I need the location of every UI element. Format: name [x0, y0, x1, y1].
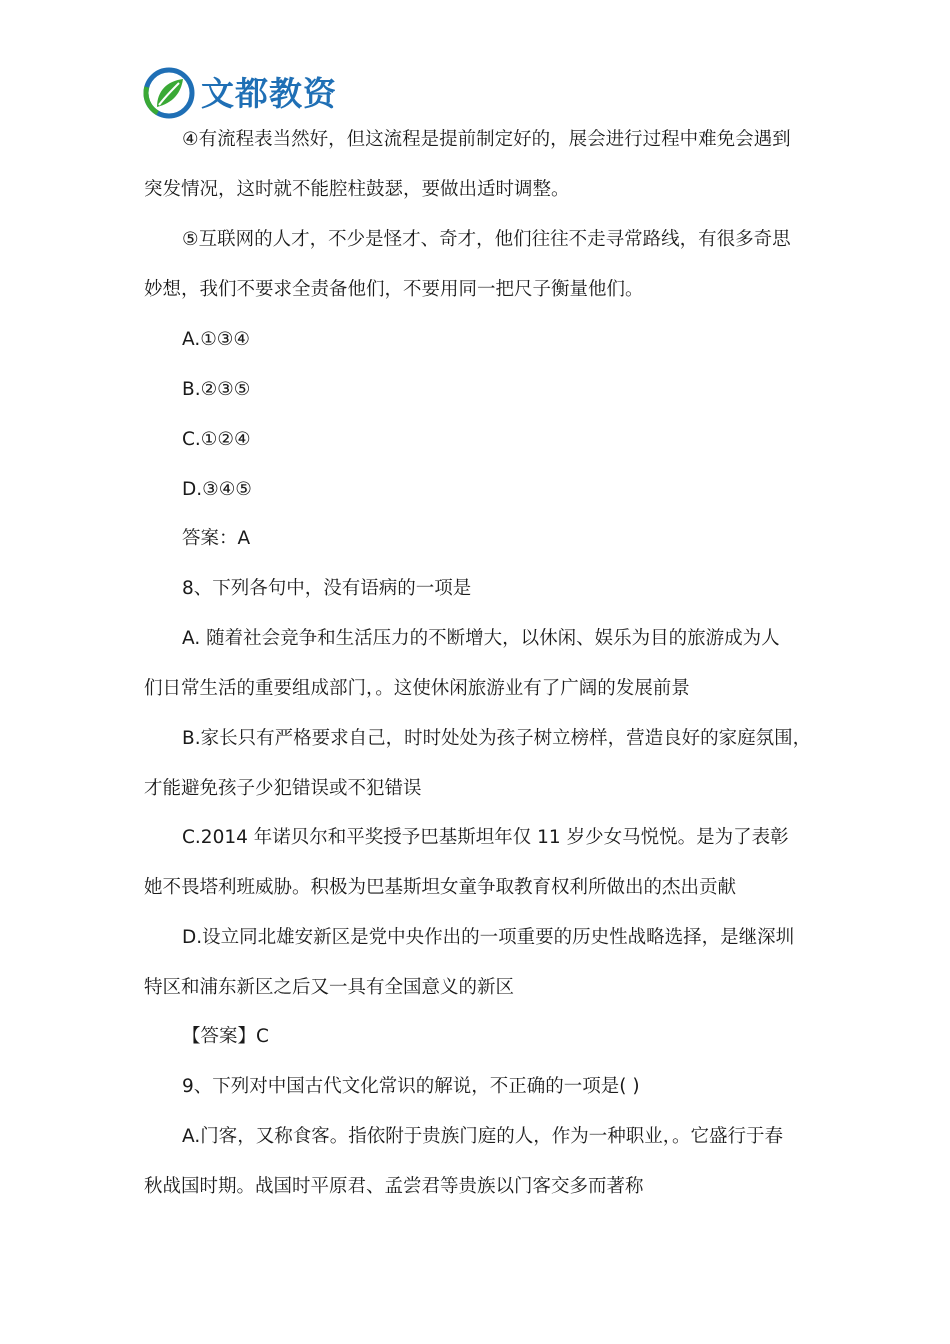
paragraph-line: 突发情况，这时就不能腔柱鼓瑟，要做出适时调整。	[144, 179, 570, 200]
brand-logo	[143, 66, 337, 120]
paragraph-line: A.门客，又称食客。指依附于贵族门庭的人，作为一种职业，。它盛行于春	[182, 1126, 783, 1147]
paragraph-line: 妙想，我们不要求全责备他们，不要用同一把尺子衡量他们。	[144, 279, 644, 300]
paragraph-line: 她不畏塔利班威胁。积极为巴基斯坦女童争取教育权利所做出的杰出贡献	[144, 877, 737, 898]
paragraph-line: 特区和浦东新区之后又一具有全国意义的新区	[144, 977, 515, 998]
paragraph-line: C.2014 年诺贝尔和平奖授予巴基斯坦年仅 11 岁少女马悦悦。是为了表彰	[182, 827, 789, 848]
paragraph-line: ④有流程表当然好，但这流程是提前制定好的，展会进行过程中难免会遇到	[182, 129, 791, 150]
paragraph-line: 们日常生活的重要组成部门，。这使休闲旅游业有了广阔的发展前景	[144, 678, 690, 699]
option-d: D.③④⑤	[182, 479, 252, 500]
paragraph-line: B.家长只有严格要求自己，时时处处为孩子树立榜样，营造良好的家庭氛围，	[182, 728, 812, 749]
answer-line: 答案：A	[182, 528, 251, 549]
option-b: B.②③⑤	[182, 379, 251, 400]
paragraph-line: A. 随着社会竞争和生活压力的不断增大，以休闲、娱乐为目的旅游成为人	[182, 628, 780, 649]
question-9: 9、下列对中国古代文化常识的解说，不正确的一项是( )	[182, 1076, 640, 1097]
leaf-swirl-icon	[143, 67, 195, 119]
option-c: C.①②④	[182, 429, 251, 450]
paragraph-line: D.设立同北雄安新区是党中央作出的一项重要的历史性战略选择，是继深圳	[182, 927, 795, 948]
paragraph-line: 秋战国时期。战国时平原君、孟尝君等贵族以门客交多而著称	[144, 1176, 644, 1197]
paragraph-line: ⑤互联网的人才，不少是怪才、奇才，他们往往不走寻常路线，有很多奇思	[182, 229, 791, 250]
brand-name: 文都教资	[201, 73, 337, 113]
answer-line: 【答案】C	[182, 1026, 269, 1047]
question-8: 8、下列各句中，没有语病的一项是	[182, 578, 472, 599]
paragraph-line: 才能避免孩子少犯错误或不犯错误	[144, 778, 422, 799]
option-a: A.①③④	[182, 329, 250, 350]
